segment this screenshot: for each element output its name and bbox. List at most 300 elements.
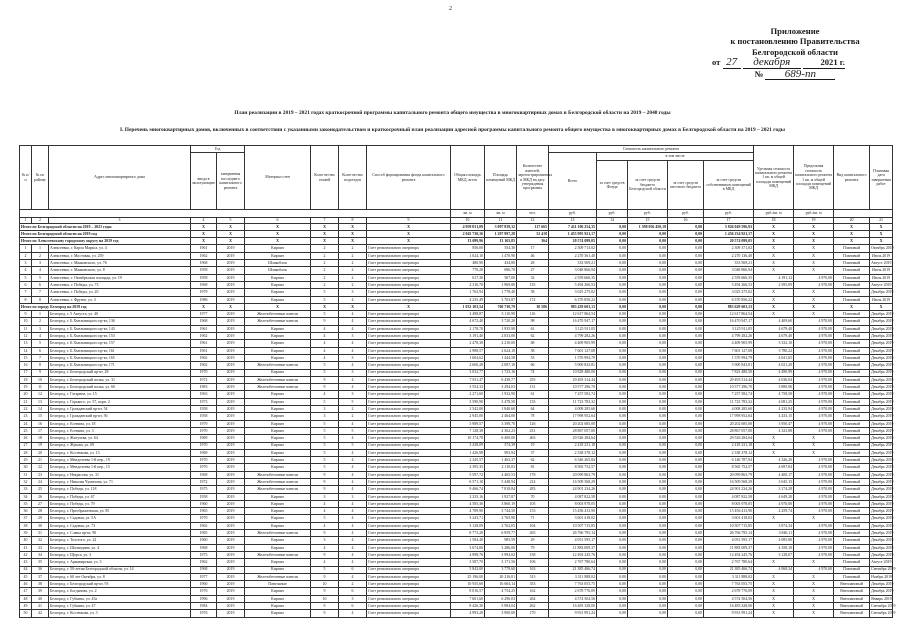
cell-residents: 283 xyxy=(517,486,549,493)
cell-limit-cost: X xyxy=(794,581,834,588)
cell-n: 35 xyxy=(20,500,32,507)
column-number: 2 xyxy=(32,217,49,223)
cell-year-built: 1970 xyxy=(191,442,217,449)
cell-entrances: 6 xyxy=(339,566,367,573)
cell-floors: 5 xyxy=(311,435,339,442)
cell-cost-fund: 0,00 xyxy=(597,281,628,288)
cell-n-mun: 4 xyxy=(32,333,49,340)
cell-n-mun: 18 xyxy=(32,435,49,442)
cell-limit-cost: 4 970,00 xyxy=(794,384,834,391)
cell-address: Белгород, г. Менделеева 1-й пер., 15 xyxy=(49,464,191,471)
cell-cost-region: 0,00 xyxy=(628,391,668,398)
cell-address: Белгород, г. Есенина, ул. 3 xyxy=(49,427,191,434)
cell-area-total: 3 032,77 xyxy=(451,369,485,376)
cell-area-total: 3 438,09 xyxy=(451,442,485,449)
cell-floors: 5 xyxy=(311,442,339,449)
cell-deadline: Декабрь 2019 xyxy=(871,552,894,557)
cell-cost-fund: 0,00 xyxy=(597,347,628,354)
cell-n: 9 xyxy=(20,311,32,318)
cell-address: Белгород, г. Белгородский пр-кт, 93 xyxy=(49,581,191,588)
cell-address: Белгород, г. Горького, ул. 57, корп. 2 xyxy=(49,398,191,405)
cell-n-mun: 6 xyxy=(32,347,49,354)
summary-local: 0,00 xyxy=(668,230,704,237)
cell-method: Счет регионального оператора xyxy=(367,500,451,507)
cell-cost-owners: 4 799 282,26 xyxy=(704,333,754,340)
cell-area-total: 3 554,33 xyxy=(451,384,485,391)
cell-year-repair: 2019 xyxy=(217,376,245,383)
cell-cost-total: 7 763 055,75 xyxy=(549,581,597,588)
summary-kind: X xyxy=(834,230,870,237)
cell-unit-cost: X xyxy=(754,442,794,449)
cell-year-repair: 2019 xyxy=(217,413,245,420)
cell-year-built: 1970 xyxy=(191,457,217,464)
cell-cost-local: 0,00 xyxy=(668,427,704,434)
cell-floors: 5 xyxy=(311,566,339,573)
cell-address: Белгород, г. Губкина, ул. 47 xyxy=(49,603,191,610)
cell-limit-cost: X xyxy=(794,449,834,456)
cell-year-built: 1961 xyxy=(191,325,217,332)
cell-deadline: Декабрь 2019 xyxy=(871,392,894,397)
cell-n: 37 xyxy=(20,515,32,522)
cell-address: Белгород, г. Гагарина, ул. 15 xyxy=(49,391,191,398)
cell-year-built: 1968 xyxy=(191,544,217,551)
cell-area-total: 4 993,20 xyxy=(451,610,485,617)
cell-n-mun: 29 xyxy=(32,515,49,522)
cell-entrances: 4 xyxy=(339,420,367,427)
cell-n: 33 xyxy=(20,486,32,493)
cell-deadline: Декабрь 2019 xyxy=(871,472,894,477)
cell-cost-total: 2 338 378,12 xyxy=(549,449,597,456)
column-number: 5 xyxy=(217,217,245,223)
cell-walls: Кирпич xyxy=(245,566,311,573)
cell-n: 23 xyxy=(20,413,32,420)
cell-cost-total: 3 311 888,02 xyxy=(549,573,597,580)
cell-area-living: 1 935,90 xyxy=(485,325,517,332)
cell-address: Белгород, г. Николая Чумичова, ул. 71 xyxy=(49,478,191,485)
table-row xyxy=(20,435,893,442)
cell-method: Счет регионального оператора xyxy=(367,289,451,296)
cell-method: Счет регионального оператора xyxy=(367,581,451,588)
cell-floors: 10 xyxy=(311,581,339,588)
cell-cost-local: 0,00 xyxy=(668,493,704,500)
cell-address: Белгород, г. Костюкова, ул. 3 xyxy=(49,610,191,617)
cell-area-living: 903,94 xyxy=(485,449,517,456)
table-body xyxy=(20,217,896,617)
cell-area-total: 8 426,30 xyxy=(451,603,485,610)
cell-unit-cost: 3 174,28 xyxy=(754,486,794,493)
cell-method: Счет регионального оператора xyxy=(367,486,451,493)
cell-cost-fund: 0,00 xyxy=(597,252,628,259)
cell-area-total: 770,20 xyxy=(451,267,485,274)
cell-unit-cost: X xyxy=(754,435,794,442)
cell-kind: Плановый xyxy=(834,442,870,449)
cell-address: Белгород, г. Белгородский полка, ул. 31 xyxy=(49,376,191,383)
appendix-day: 27 xyxy=(723,57,741,68)
cell-year-built: 1962 xyxy=(191,252,217,259)
cell-area-living: 3 720,20 xyxy=(485,318,517,325)
cell-area-total: 2 271,60 xyxy=(451,391,485,398)
summary-local: 0,00 xyxy=(668,223,704,230)
cell-area-total: 856,00 xyxy=(451,245,485,252)
cell-cost-owners: 28 867 057,00 xyxy=(704,427,754,434)
cell-unit-cost: 4 409,60 xyxy=(754,318,794,325)
cell-unit-cost: 4 041,65 xyxy=(754,354,794,361)
cell-area-living: 3 779,60 xyxy=(485,566,517,573)
cell-year-built: 1961 xyxy=(191,245,217,252)
summary-kind: X xyxy=(834,223,870,230)
cell-year-built: 1961 xyxy=(191,347,217,354)
cell-residents: 27 xyxy=(517,267,549,274)
cell-n-mun: 31 xyxy=(32,530,49,537)
cell-year-repair: 2019 xyxy=(217,566,245,573)
cell-cost-region: 0,00 xyxy=(628,325,668,332)
cell-n-mun: 19 xyxy=(32,442,49,449)
cell-cost-owners: 3 048 866,94 xyxy=(704,267,754,274)
cell-n-mun: 8 xyxy=(32,362,49,369)
cell-area-living: 567,00 xyxy=(485,274,517,281)
cell-entrances: 4 xyxy=(339,362,367,369)
cell-cost-owners: 3 601 418,02 xyxy=(704,515,754,522)
summary-fund: 0,00 xyxy=(597,223,628,230)
cell-method: Счет регионального оператора xyxy=(367,318,451,325)
cell-residents: 264 xyxy=(517,595,549,602)
cell-year-built: 1970 xyxy=(191,427,217,434)
cell-walls: Кирпич xyxy=(245,457,311,464)
cell-kind: Плановый xyxy=(834,559,870,566)
cell-residents: 265 xyxy=(517,530,549,537)
cell-area-living: 3 703,87 xyxy=(485,296,517,303)
cell-year-built: 1958 xyxy=(191,493,217,500)
cell-n: 50 xyxy=(20,610,32,617)
cell-year-repair: 2019 xyxy=(217,595,245,602)
cell-unit-cost: 4 649,20 xyxy=(754,493,794,500)
cell-n: 11 xyxy=(20,325,32,332)
cell-cost-local: 0,00 xyxy=(668,420,704,427)
cell-unit-cost: 4 085,80 xyxy=(754,537,794,544)
cell-area-living: 5 448,94 xyxy=(485,478,517,485)
cell-residents: 353 xyxy=(517,581,549,588)
cell-residents: 70 xyxy=(517,493,549,500)
cell-deadline: Декабрь 2019 xyxy=(871,385,894,390)
cell-area-living: 1 969,80 xyxy=(485,281,517,288)
cell-floors: 5 xyxy=(311,449,339,456)
cell-year-repair: 2019 xyxy=(217,508,245,515)
cell-method: Счет регионального оператора xyxy=(367,267,451,274)
cell-entrances: 3 xyxy=(339,369,367,376)
cell-n-mun: 36 xyxy=(32,566,49,573)
col-n: № п/п xyxy=(20,146,32,210)
cell-entrances: 4 xyxy=(339,464,367,471)
cell-n: 12 xyxy=(20,333,32,340)
cell-kind: Плановый xyxy=(834,289,870,296)
cell-cost-local: 0,00 xyxy=(668,442,704,449)
cell-method: Счет регионального оператора xyxy=(367,347,451,354)
summary-local: 0,00 xyxy=(668,238,704,245)
cell-residents: 135 xyxy=(517,281,549,288)
summary-living: 760 730,79 xyxy=(485,303,517,310)
cell-method: Счет регионального оператора xyxy=(367,573,451,580)
cell-floors: 3 xyxy=(311,537,339,544)
cell-cost-total: 16 483 328,00 xyxy=(549,603,597,610)
cell-limit-cost: 4 970,00 xyxy=(794,369,834,376)
cell-cost-total: 20 202 685,00 xyxy=(549,420,597,427)
cell-unit-cost: 4 679,40 xyxy=(754,333,794,340)
cell-year-built: 1984 xyxy=(191,603,217,610)
cell-kind: Плановый xyxy=(834,508,870,515)
cell-n-mun: 16 xyxy=(32,420,49,427)
summary-local: 0,00 xyxy=(668,303,704,310)
appendix-line2: к постановлению Правительства xyxy=(730,36,860,47)
table-row xyxy=(20,508,893,515)
summary-fund: 0,00 xyxy=(597,303,628,310)
cell-deadline: Декабрь 2019 xyxy=(871,494,894,499)
col-n-mun: № по району xyxy=(32,146,49,210)
cell-cost-total: 7 257 582,74 xyxy=(549,391,597,398)
col-residents: Количество жителей, зарегистрированных в МКД на дату утверждения программы xyxy=(517,146,549,210)
table-row xyxy=(20,391,893,398)
plan-title: План реализации в 2019 – 2021 годах краткосрочной программы капитального ремонта общего имущества в многоквартирных домах в Белгородской области на 2019 – 2048 годы xyxy=(234,110,671,116)
cell-cost-owners: 4 574 504,56 xyxy=(704,595,754,602)
cell-method: Счет регионального оператора xyxy=(367,493,451,500)
cell-floors: 5 xyxy=(311,464,339,471)
cell-cost-fund: 0,00 xyxy=(597,508,628,515)
column-number: 10 xyxy=(451,217,485,223)
cell-n: 6 xyxy=(20,281,32,288)
cell-n-mun: 33 xyxy=(32,544,49,551)
column-number: 18 xyxy=(754,217,794,223)
cell-residents: 135 xyxy=(517,398,549,405)
cell-kind: Плановый xyxy=(834,362,870,369)
cell-deadline: Октябрь 2019 xyxy=(871,246,894,251)
cell-entrances: 2 xyxy=(339,260,367,267)
cell-year-built: 1970 xyxy=(191,464,217,471)
cell-year-built: 1972 xyxy=(191,376,217,383)
cell-year-repair: 2019 xyxy=(217,340,245,347)
cell-cost-owners: 20 202 685,00 xyxy=(704,420,754,427)
cell-walls: Железобетонные панели xyxy=(245,530,311,537)
cell-n-mun: 13 xyxy=(32,398,49,405)
summary-region: 0,00 xyxy=(628,238,668,245)
cell-n: 49 xyxy=(20,603,32,610)
cell-method: Счет регионального оператора xyxy=(367,544,451,551)
col-cost-owners: за счет средств собственников помещений в МКД xyxy=(704,160,754,209)
cell-kind: Плановый xyxy=(834,274,870,281)
cell-unit-cost: 4 758,50 xyxy=(754,391,794,398)
cell-area-total: 2 478,30 xyxy=(451,340,485,347)
cell-cost-local: 0,00 xyxy=(668,457,704,464)
cell-cost-region: 0,00 xyxy=(628,369,668,376)
col-year-repair: завершения последнего капитального ремонта xyxy=(217,153,245,210)
cell-limit-cost: 4 970,00 xyxy=(794,406,834,413)
cell-cost-fund: 0,00 xyxy=(597,325,628,332)
summary-area: 2 045 730,16 xyxy=(451,230,485,237)
cell-method: Счет регионального оператора xyxy=(367,566,451,573)
cell-cost-fund: 0,00 xyxy=(597,267,628,274)
cell-floors: 9 xyxy=(311,588,339,595)
cell-walls: Железобетонные панели xyxy=(245,318,311,325)
cell-n: 39 xyxy=(20,530,32,537)
cell-area-total: 7 601,60 xyxy=(451,595,485,602)
cell-walls: Кирпич xyxy=(245,333,311,340)
cell-area-living: 20 216,01 xyxy=(485,573,517,580)
cell-cost-local: 0,00 xyxy=(668,391,704,398)
cell-year-repair: 2019 xyxy=(217,522,245,529)
cell-year-repair: 2019 xyxy=(217,296,245,303)
cell-year-built: 1960 xyxy=(191,581,217,588)
cell-address: Белгород, г. Б.Хмельницкого пр-кт, 161 xyxy=(49,347,191,354)
summary-x: X xyxy=(191,238,217,245)
cell-area-living: 1 444,58 xyxy=(485,354,517,361)
cell-floors: 5 xyxy=(311,296,339,303)
cell-n-mun: 32 xyxy=(32,537,49,544)
cell-entrances: 3 xyxy=(339,289,367,296)
cell-cost-total: 16 470 947,17 xyxy=(549,318,597,325)
summary-date: X xyxy=(870,223,893,230)
cell-area-total: 25 196,00 xyxy=(451,573,485,580)
cell-walls: Кирпич xyxy=(245,420,311,427)
cell-cost-region: 0,00 xyxy=(628,610,668,617)
cell-floors: 4 xyxy=(311,559,339,566)
table-row xyxy=(20,566,893,573)
cell-cost-owners: 16 483 328,00 xyxy=(704,603,754,610)
unit-limit-cost: руб./кв. м xyxy=(794,210,834,217)
cell-kind: Плановый xyxy=(834,573,870,580)
cell-area-living: 1 927,87 xyxy=(485,493,517,500)
column-number: 12 xyxy=(517,217,549,223)
cell-limit-cost: 4 970,00 xyxy=(794,325,834,332)
cell-method: Счет регионального оператора xyxy=(367,449,451,456)
cell-cost-fund: 0,00 xyxy=(597,274,628,281)
cell-cost-local: 0,00 xyxy=(668,537,704,544)
cell-unit-cost: X xyxy=(754,245,794,252)
cell-cost-fund: 0,00 xyxy=(597,260,628,267)
cell-walls: Кирпич xyxy=(245,522,311,529)
cell-floors: 9 xyxy=(311,603,339,610)
cell-n: 3 xyxy=(20,260,32,267)
summary-owners: 20 574 099,05 xyxy=(704,238,754,245)
cell-residents: 513 xyxy=(517,573,549,580)
cell-year-repair: 2019 xyxy=(217,354,245,361)
cell-year-built: 1968 xyxy=(191,281,217,288)
cell-deadline: Декабрь 2019 xyxy=(871,341,894,346)
cell-cost-region: 0,00 xyxy=(628,311,668,318)
cell-kind: Внеплановый xyxy=(834,588,870,595)
cell-walls: Кирпич xyxy=(245,369,311,376)
cell-entrances: 4 xyxy=(339,296,367,303)
cell-walls: Железобетонные панели xyxy=(245,486,311,493)
cell-walls: Шлакоблок xyxy=(245,260,311,267)
cell-unit-cost: X xyxy=(754,603,794,610)
cell-entrances: 2 xyxy=(339,413,367,420)
cell-n: 10 xyxy=(20,318,32,325)
summary-living: 1 297 997,28 xyxy=(485,230,517,237)
cell-area-living: 2 087,10 xyxy=(485,362,517,369)
cell-kind: Внеплановый xyxy=(834,581,870,588)
cell-cost-local: 0,00 xyxy=(668,281,704,288)
cell-walls: Железобетонные панели xyxy=(245,471,311,478)
cell-year-built: 1976 xyxy=(191,610,217,617)
cell-cost-region: 0,00 xyxy=(628,354,668,361)
table-row xyxy=(20,318,893,325)
cell-limit-cost: 4 970,00 xyxy=(794,362,834,369)
cell-walls: Кирпич xyxy=(245,274,311,281)
cell-residents: 81 xyxy=(517,464,549,471)
cell-year-built: 1968 xyxy=(191,471,217,478)
cell-n: 29 xyxy=(20,457,32,464)
summary-region: 0,00 xyxy=(628,303,668,310)
cell-cost-local: 0,00 xyxy=(668,581,704,588)
cell-limit-cost: X xyxy=(794,588,834,595)
summary-x: X xyxy=(245,223,311,230)
cell-method: Счет регионального оператора xyxy=(367,384,451,391)
cell-area-total: 10 174,78 xyxy=(451,435,485,442)
cell-address: Белгород, г. Победы, ул. 118 xyxy=(49,486,191,493)
cell-entrances: 4 xyxy=(339,530,367,537)
cell-unit-cost: X xyxy=(754,595,794,602)
unit-cost-total: руб. xyxy=(549,210,597,217)
cell-entrances: 4 xyxy=(339,340,367,347)
cell-address: Белгород, г. Б.Хмельницкого пр-кт, 165 xyxy=(49,354,191,361)
cell-n-mun: 28 xyxy=(32,508,49,515)
cell-cost-region: 0,00 xyxy=(628,471,668,478)
table-row xyxy=(20,325,893,332)
cell-limit-cost: 4 970,00 xyxy=(794,333,834,340)
cell-address: Белгород, г. Толстого, ул. 22 xyxy=(49,537,191,544)
cell-floors: 4 xyxy=(311,354,339,361)
cell-year-repair: 2019 xyxy=(217,325,245,332)
column-number: 17 xyxy=(704,217,754,223)
cell-method: Счет регионального оператора xyxy=(367,522,451,529)
cell-cost-local: 0,00 xyxy=(668,325,704,332)
cell-area-total: 9 466,74 xyxy=(451,486,485,493)
cell-n-mun: 9 xyxy=(32,369,49,376)
summary-x: X xyxy=(311,303,339,310)
cell-deadline: Декабрь 2019 xyxy=(871,399,894,404)
cell-area-total: 2 988,57 xyxy=(451,347,485,354)
summary-cost: 1 455 995 921,17 xyxy=(549,230,597,237)
cell-cost-local: 0,00 xyxy=(668,274,704,281)
cell-cost-owners: 7 257 582,74 xyxy=(704,391,754,398)
summary-x: X xyxy=(311,230,339,237)
cell-area-living: 3 294,03 xyxy=(485,384,517,391)
cell-n: 43 xyxy=(20,559,32,566)
cell-residents: 98 xyxy=(517,318,549,325)
cell-n-mun: 8 xyxy=(32,296,49,303)
cell-cost-owners: 5 494 266,53 xyxy=(704,281,754,288)
cell-area-total: 1 584,40 xyxy=(451,537,485,544)
cell-cost-local: 0,00 xyxy=(668,471,704,478)
cell-entrances: 4 xyxy=(339,508,367,515)
cell-deadline: Декабрь 2019 xyxy=(871,363,894,368)
cell-floors: 9 xyxy=(311,318,339,325)
cell-cost-total: 21 385 466,74 xyxy=(549,566,597,573)
cell-floors: 4 xyxy=(311,508,339,515)
table-row xyxy=(20,406,893,413)
cell-cost-total: 4 574 504,56 xyxy=(549,595,597,602)
cell-n-mun: 6 xyxy=(32,281,49,288)
cell-year-built: 1969 xyxy=(191,435,217,442)
cell-unit-cost: X xyxy=(754,289,794,296)
cell-cost-region: 0,00 xyxy=(628,384,668,391)
table-row xyxy=(20,544,893,551)
cell-address: Белгород, г. Б.Хмельницкого пр-кт, 153 xyxy=(49,333,191,340)
cell-cost-region: 0,00 xyxy=(628,318,668,325)
cell-floors: 5 xyxy=(311,515,339,522)
cell-area-living: 4 465,53 xyxy=(485,471,517,478)
cell-cost-owners: 16 470 947,17 xyxy=(704,318,754,325)
cell-year-built: 1976 xyxy=(191,588,217,595)
cell-walls: Кирпич xyxy=(245,427,311,434)
